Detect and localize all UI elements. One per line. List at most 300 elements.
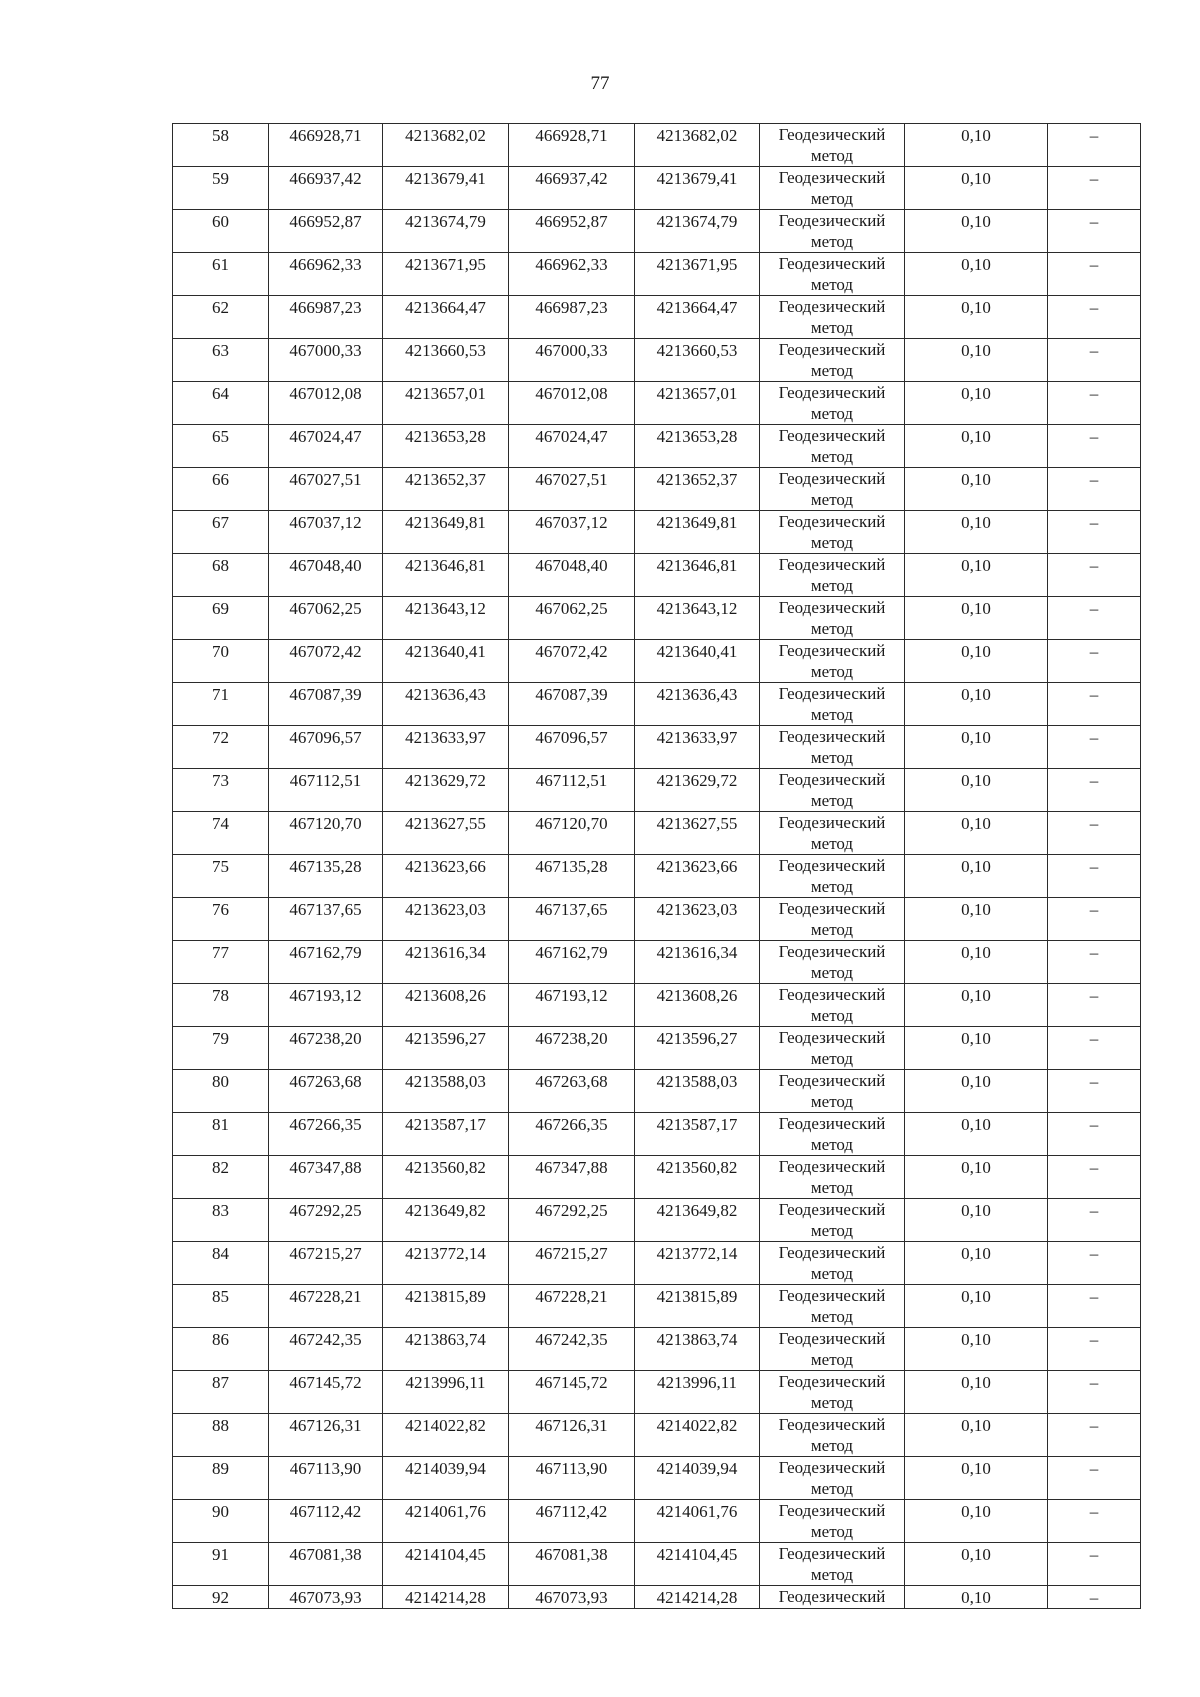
- existing-y-text: 4213646,81: [405, 556, 486, 575]
- table-row: [173, 1242, 1141, 1285]
- existing-x-cell: [269, 1328, 383, 1371]
- note-text: –: [1089, 814, 1099, 833]
- point-number-text: 68: [212, 556, 229, 575]
- accuracy-text: 0,10: [961, 298, 991, 317]
- method-line-1: Геодезический: [778, 469, 886, 488]
- new-x-text: 467073,93: [535, 1588, 608, 1607]
- new-x-cell: [509, 210, 635, 253]
- method-cell: [760, 1156, 905, 1199]
- method-line-1: Геодезический: [778, 1200, 886, 1219]
- method-line-1: Геодезический: [778, 125, 886, 144]
- new-y-text: 4213660,53: [656, 341, 738, 360]
- accuracy-text: 0,10: [961, 1201, 991, 1220]
- new-y-cell: [635, 339, 760, 382]
- accuracy-text: 0,10: [961, 943, 991, 962]
- existing-x-text: 467228,21: [289, 1287, 362, 1306]
- note-text: –: [1089, 685, 1099, 704]
- existing-y-text: 4213653,28: [405, 427, 486, 446]
- new-y-text: 4213679,41: [656, 169, 738, 188]
- method-cell: [760, 812, 905, 855]
- note-text: –: [1089, 298, 1099, 317]
- new-x-text: 467137,65: [535, 900, 608, 919]
- new-x-cell: [509, 812, 635, 855]
- new-y-text: 4213560,82: [656, 1158, 738, 1177]
- method-line-1: Геодезический: [778, 856, 886, 875]
- accuracy-cell: [905, 1328, 1048, 1371]
- new-y-text: 4214214,28: [656, 1588, 738, 1607]
- existing-x-cell: [269, 1371, 383, 1414]
- new-x-text: 467062,25: [535, 599, 608, 618]
- point-number-cell: [173, 425, 269, 468]
- method-line-1: Геодезический: [778, 340, 886, 359]
- note-text: –: [1089, 513, 1099, 532]
- note-text: –: [1089, 1330, 1099, 1349]
- note-text: –: [1089, 1158, 1099, 1177]
- new-y-text: 4213652,37: [656, 470, 738, 489]
- existing-x-cell: [269, 1414, 383, 1457]
- point-number-cell: [173, 1242, 269, 1285]
- existing-y-text: 4213772,14: [405, 1244, 486, 1263]
- existing-x-cell: [269, 769, 383, 812]
- new-x-text: 467193,12: [535, 986, 608, 1005]
- table-row: [173, 253, 1141, 296]
- existing-x-text: 467126,31: [289, 1416, 362, 1435]
- existing-y-cell: [383, 1414, 509, 1457]
- existing-x-cell: [269, 1500, 383, 1543]
- new-y-text: 4213646,81: [656, 556, 738, 575]
- existing-x-text: 467215,27: [289, 1244, 362, 1263]
- existing-x-cell: [269, 726, 383, 769]
- accuracy-text: 0,10: [961, 1115, 991, 1134]
- existing-y-cell: [383, 1371, 509, 1414]
- new-y-text: 4213588,03: [656, 1072, 738, 1091]
- existing-y-cell: [383, 597, 509, 640]
- new-y-text: 4214104,45: [656, 1545, 738, 1564]
- note-text: –: [1089, 255, 1099, 274]
- note-cell: [1048, 1371, 1141, 1414]
- point-number-cell: [173, 898, 269, 941]
- existing-x-text: 467135,28: [289, 857, 362, 876]
- method-cell: [760, 1027, 905, 1070]
- new-y-text: 4213649,82: [656, 1201, 738, 1220]
- new-x-text: 467081,38: [535, 1545, 608, 1564]
- method-line-2: метод: [810, 791, 854, 810]
- new-y-cell: [635, 984, 760, 1027]
- new-x-cell: [509, 1113, 635, 1156]
- existing-x-text: 466987,23: [289, 298, 362, 317]
- point-number-text: 74: [212, 814, 229, 833]
- new-y-cell: [635, 1113, 760, 1156]
- note-text: –: [1089, 212, 1099, 231]
- existing-x-text: 467193,12: [289, 986, 362, 1005]
- method-line-1: Геодезический: [778, 1329, 886, 1348]
- method-line-1: Геодезический: [778, 168, 886, 187]
- new-y-text: 4213633,97: [656, 728, 738, 747]
- existing-x-cell: [269, 511, 383, 554]
- method-line-2: метод: [810, 1307, 854, 1326]
- new-x-text: 467112,42: [535, 1502, 608, 1521]
- note-cell: [1048, 468, 1141, 511]
- table-row: [173, 382, 1141, 425]
- method-cell: [760, 382, 905, 425]
- new-x-text: 467263,68: [535, 1072, 608, 1091]
- existing-x-cell: [269, 1199, 383, 1242]
- method-line-2: метод: [810, 533, 854, 552]
- method-line-2: метод: [810, 318, 854, 337]
- new-y-cell: [635, 210, 760, 253]
- existing-x-text: 467347,88: [289, 1158, 362, 1177]
- method-line-1: Геодезический: [778, 813, 886, 832]
- note-text: –: [1089, 470, 1099, 489]
- accuracy-text: 0,10: [961, 1072, 991, 1091]
- existing-y-text: 4213640,41: [405, 642, 486, 661]
- method-cell: [760, 941, 905, 984]
- method-line-2: метод: [810, 877, 854, 896]
- method-cell: [760, 984, 905, 1027]
- method-line-2: метод: [810, 748, 854, 767]
- accuracy-cell: [905, 1500, 1048, 1543]
- existing-y-cell: [383, 1543, 509, 1586]
- new-x-text: 467162,79: [535, 943, 608, 962]
- note-text: –: [1089, 728, 1099, 747]
- point-number-cell: [173, 167, 269, 210]
- point-number-cell: [173, 984, 269, 1027]
- new-x-cell: [509, 1371, 635, 1414]
- note-cell: [1048, 984, 1141, 1027]
- new-x-cell: [509, 640, 635, 683]
- existing-y-cell: [383, 1027, 509, 1070]
- accuracy-text: 0,10: [961, 1502, 991, 1521]
- note-cell: [1048, 1328, 1141, 1371]
- new-x-cell: [509, 554, 635, 597]
- new-x-cell: [509, 1070, 635, 1113]
- existing-y-cell: [383, 339, 509, 382]
- new-x-text: 467048,40: [535, 556, 608, 575]
- accuracy-cell: [905, 468, 1048, 511]
- point-number-text: 65: [212, 427, 229, 446]
- point-number-text: 61: [212, 255, 229, 274]
- new-x-cell: [509, 1586, 635, 1609]
- method-line-1: Геодезический: [778, 1157, 886, 1176]
- accuracy-cell: [905, 855, 1048, 898]
- note-cell: [1048, 726, 1141, 769]
- new-x-text: 467228,21: [535, 1287, 608, 1306]
- new-y-cell: [635, 1586, 760, 1609]
- method-line-1: Геодезический: [778, 1243, 886, 1262]
- table-row: [173, 812, 1141, 855]
- new-y-cell: [635, 812, 760, 855]
- table-row: [173, 425, 1141, 468]
- new-x-cell: [509, 683, 635, 726]
- point-number-text: 60: [212, 212, 229, 231]
- note-text: –: [1089, 1545, 1099, 1564]
- new-y-cell: [635, 468, 760, 511]
- new-y-text: 4213596,27: [656, 1029, 738, 1048]
- new-y-text: 4213996,11: [656, 1373, 738, 1392]
- coordinates-table: [172, 123, 1141, 1609]
- method-line-1: Геодезический: [778, 254, 886, 273]
- method-line-2: метод: [810, 1436, 854, 1455]
- page-number: 77: [590, 73, 610, 94]
- new-y-text: 4213649,81: [656, 513, 738, 532]
- point-number-text: 71: [212, 685, 229, 704]
- accuracy-cell: [905, 382, 1048, 425]
- accuracy-text: 0,10: [961, 384, 991, 403]
- new-y-text: 4213674,79: [656, 212, 738, 231]
- table-body: [173, 124, 1141, 1609]
- note-cell: [1048, 1285, 1141, 1328]
- new-y-text: 4213772,14: [656, 1244, 738, 1263]
- new-y-cell: [635, 167, 760, 210]
- existing-x-text: 467073,93: [289, 1588, 362, 1607]
- note-text: –: [1089, 857, 1099, 876]
- point-number-cell: [173, 382, 269, 425]
- accuracy-text: 0,10: [961, 1330, 991, 1349]
- method-line-1: Геодезический: [778, 1415, 886, 1434]
- point-number-text: 77: [212, 943, 229, 962]
- existing-x-text: 467120,70: [289, 814, 362, 833]
- method-cell: [760, 855, 905, 898]
- existing-x-cell: [269, 468, 383, 511]
- table-row: [173, 554, 1141, 597]
- point-number-cell: [173, 253, 269, 296]
- accuracy-text: 0,10: [961, 126, 991, 145]
- accuracy-text: 0,10: [961, 1287, 991, 1306]
- new-x-text: 467292,25: [535, 1201, 608, 1220]
- existing-y-text: 4213996,11: [405, 1373, 486, 1392]
- existing-y-cell: [383, 210, 509, 253]
- accuracy-cell: [905, 1371, 1048, 1414]
- table-row: [173, 1199, 1141, 1242]
- new-x-text: 466952,87: [535, 212, 608, 231]
- accuracy-text: 0,10: [961, 814, 991, 833]
- note-cell: [1048, 855, 1141, 898]
- point-number-cell: [173, 597, 269, 640]
- point-number-text: 63: [212, 341, 229, 360]
- accuracy-cell: [905, 210, 1048, 253]
- accuracy-cell: [905, 253, 1048, 296]
- method-line-1: Геодезический: [778, 1587, 886, 1606]
- point-number-cell: [173, 1156, 269, 1199]
- table-row: [173, 1328, 1141, 1371]
- new-y-text: 4214022,82: [656, 1416, 738, 1435]
- accuracy-cell: [905, 1543, 1048, 1586]
- new-x-cell: [509, 167, 635, 210]
- point-number-text: 62: [212, 298, 229, 317]
- new-x-cell: [509, 1543, 635, 1586]
- method-line-1: Геодезический: [778, 1544, 886, 1563]
- method-cell: [760, 1414, 905, 1457]
- point-number-cell: [173, 1586, 269, 1609]
- new-y-cell: [635, 1371, 760, 1414]
- new-x-text: 467096,57: [535, 728, 608, 747]
- table-row: [173, 1543, 1141, 1586]
- point-number-text: 92: [212, 1588, 229, 1607]
- new-x-text: 467145,72: [535, 1373, 608, 1392]
- note-text: –: [1089, 642, 1099, 661]
- method-line-1: Геодезический: [778, 1286, 886, 1305]
- new-y-text: 4213863,74: [656, 1330, 738, 1349]
- accuracy-cell: [905, 1156, 1048, 1199]
- existing-x-cell: [269, 296, 383, 339]
- new-x-cell: [509, 1199, 635, 1242]
- accuracy-text: 0,10: [961, 1588, 991, 1607]
- existing-y-cell: [383, 855, 509, 898]
- note-cell: [1048, 167, 1141, 210]
- accuracy-cell: [905, 1070, 1048, 1113]
- table-row: [173, 1457, 1141, 1500]
- note-cell: [1048, 1543, 1141, 1586]
- new-x-text: 466928,71: [535, 126, 608, 145]
- method-line-2: метод: [810, 146, 854, 165]
- point-number-cell: [173, 1285, 269, 1328]
- existing-y-text: 4213636,43: [405, 685, 486, 704]
- method-line-2: метод: [810, 705, 854, 724]
- point-number-text: 81: [212, 1115, 229, 1134]
- point-number-cell: [173, 1328, 269, 1371]
- new-y-cell: [635, 683, 760, 726]
- method-cell: [760, 898, 905, 941]
- method-line-1: Геодезический: [778, 684, 886, 703]
- point-number-text: 82: [212, 1158, 229, 1177]
- existing-x-text: 466952,87: [289, 212, 362, 231]
- point-number-cell: [173, 210, 269, 253]
- existing-x-cell: [269, 898, 383, 941]
- table-row: [173, 210, 1141, 253]
- method-line-1: Геодезический: [778, 942, 886, 961]
- existing-x-text: 466928,71: [289, 126, 362, 145]
- table-row: [173, 1285, 1141, 1328]
- note-cell: [1048, 640, 1141, 683]
- point-number-cell: [173, 468, 269, 511]
- note-cell: [1048, 296, 1141, 339]
- accuracy-text: 0,10: [961, 1545, 991, 1564]
- point-number-cell: [173, 1543, 269, 1586]
- new-y-cell: [635, 1285, 760, 1328]
- new-y-cell: [635, 640, 760, 683]
- method-cell: [760, 468, 905, 511]
- existing-y-cell: [383, 554, 509, 597]
- existing-y-cell: [383, 769, 509, 812]
- point-number-text: 70: [212, 642, 229, 661]
- point-number-text: 66: [212, 470, 229, 489]
- note-cell: [1048, 554, 1141, 597]
- existing-y-text: 4213616,34: [405, 943, 486, 962]
- existing-x-text: 466962,33: [289, 255, 362, 274]
- new-y-text: 4214061,76: [656, 1502, 738, 1521]
- method-line-1: Геодезический: [778, 1028, 886, 1047]
- table-row: [173, 726, 1141, 769]
- method-line-2: метод: [810, 662, 854, 681]
- point-number-cell: [173, 1113, 269, 1156]
- point-number-cell: [173, 296, 269, 339]
- new-x-text: 467238,20: [535, 1029, 608, 1048]
- new-x-text: 467113,90: [535, 1459, 608, 1478]
- note-cell: [1048, 382, 1141, 425]
- accuracy-cell: [905, 597, 1048, 640]
- existing-y-cell: [383, 640, 509, 683]
- existing-x-text: 467242,35: [289, 1330, 362, 1349]
- existing-y-text: 4213815,89: [405, 1287, 486, 1306]
- existing-y-text: 4213657,01: [405, 384, 486, 403]
- point-number-text: 75: [212, 857, 229, 876]
- accuracy-text: 0,10: [961, 255, 991, 274]
- existing-y-cell: [383, 683, 509, 726]
- existing-y-text: 4213623,03: [405, 900, 486, 919]
- new-y-text: 4213671,95: [656, 255, 738, 274]
- point-number-cell: [173, 1414, 269, 1457]
- new-x-text: 466987,23: [535, 298, 608, 317]
- note-text: –: [1089, 169, 1099, 188]
- new-y-cell: [635, 1328, 760, 1371]
- new-x-text: 466962,33: [535, 255, 608, 274]
- new-x-text: 467000,33: [535, 341, 608, 360]
- note-text: –: [1089, 900, 1099, 919]
- existing-y-cell: [383, 425, 509, 468]
- point-number-cell: [173, 1199, 269, 1242]
- existing-y-text: 4213560,82: [405, 1158, 486, 1177]
- new-y-cell: [635, 425, 760, 468]
- method-line-2: метод: [810, 1092, 854, 1111]
- method-cell: [760, 167, 905, 210]
- new-y-cell: [635, 726, 760, 769]
- point-number-cell: [173, 941, 269, 984]
- new-x-cell: [509, 1156, 635, 1199]
- note-text: –: [1089, 1373, 1099, 1392]
- method-line-1: Геодезический: [778, 985, 886, 1004]
- new-x-cell: [509, 1500, 635, 1543]
- new-x-cell: [509, 1285, 635, 1328]
- existing-y-cell: [383, 511, 509, 554]
- point-number-text: 72: [212, 728, 229, 747]
- existing-x-cell: [269, 1070, 383, 1113]
- new-y-cell: [635, 1457, 760, 1500]
- note-text: –: [1089, 1244, 1099, 1263]
- new-y-cell: [635, 1156, 760, 1199]
- note-text: –: [1089, 1029, 1099, 1048]
- method-line-1: Геодезический: [778, 1458, 886, 1477]
- existing-y-text: 4213587,17: [405, 1115, 486, 1134]
- point-number-text: 76: [212, 900, 229, 919]
- existing-y-cell: [383, 253, 509, 296]
- point-number-text: 90: [212, 1502, 229, 1521]
- existing-x-text: 467266,35: [289, 1115, 362, 1134]
- existing-x-text: 467062,25: [289, 599, 362, 618]
- existing-y-text: 4213664,47: [405, 298, 486, 317]
- new-x-cell: [509, 425, 635, 468]
- existing-y-text: 4213596,27: [405, 1029, 486, 1048]
- accuracy-cell: [905, 1586, 1048, 1609]
- new-x-cell: [509, 984, 635, 1027]
- new-x-text: 467112,51: [535, 771, 608, 790]
- new-x-text: 467087,39: [535, 685, 608, 704]
- existing-y-text: 4213588,03: [405, 1072, 486, 1091]
- method-cell: [760, 1457, 905, 1500]
- method-line-2: метод: [810, 1479, 854, 1498]
- existing-x-cell: [269, 1543, 383, 1586]
- accuracy-cell: [905, 898, 1048, 941]
- existing-y-cell: [383, 1156, 509, 1199]
- note-text: –: [1089, 126, 1099, 145]
- existing-x-text: 467113,90: [289, 1459, 362, 1478]
- accuracy-cell: [905, 1113, 1048, 1156]
- new-x-cell: [509, 124, 635, 167]
- point-number-text: 78: [212, 986, 229, 1005]
- method-cell: [760, 640, 905, 683]
- point-number-text: 69: [212, 599, 229, 618]
- table-row: [173, 984, 1141, 1027]
- new-y-text: 4213587,17: [656, 1115, 738, 1134]
